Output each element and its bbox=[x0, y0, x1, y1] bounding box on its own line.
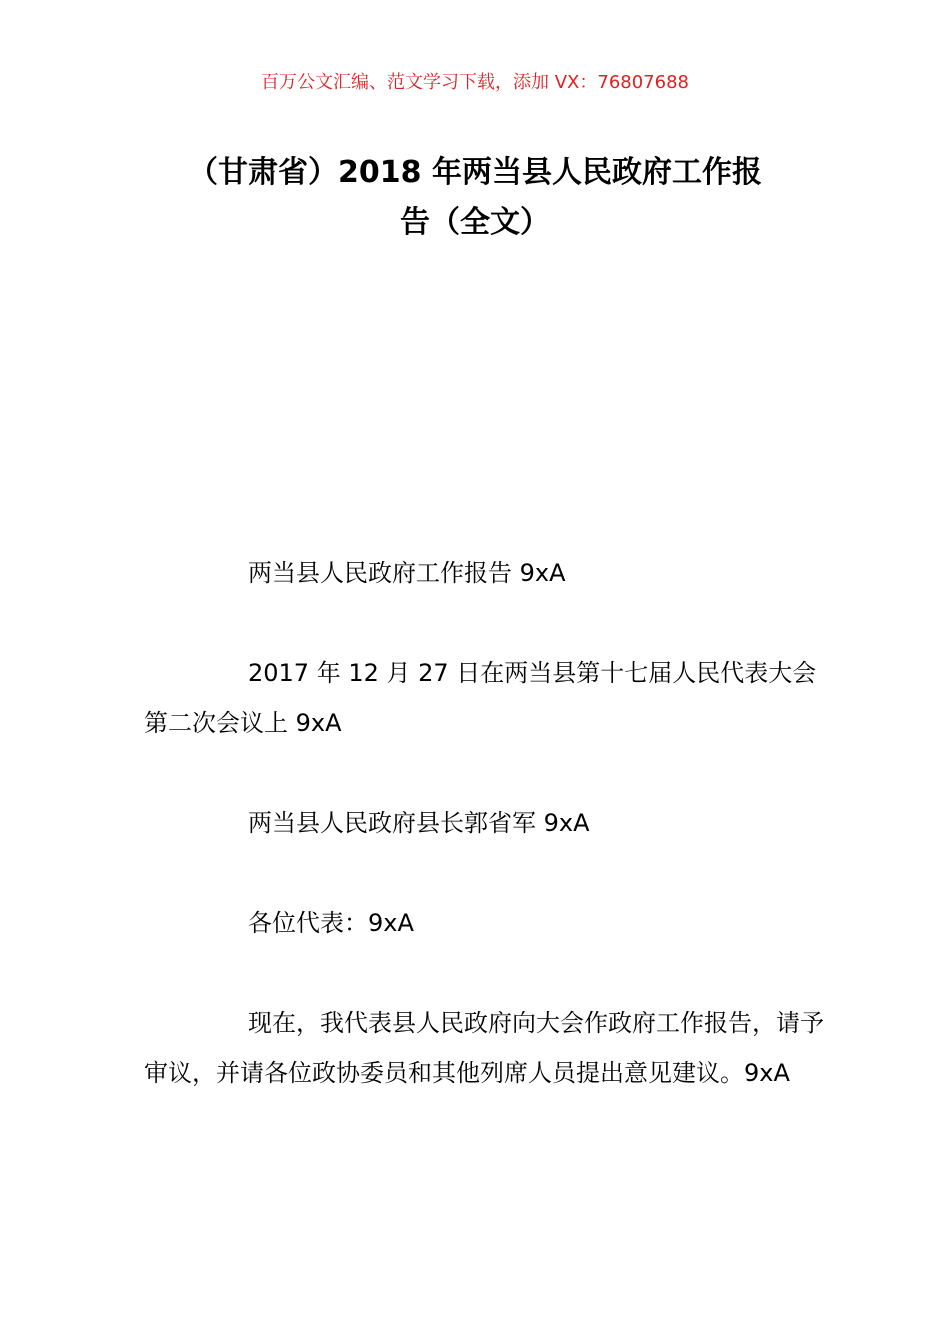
document-title bbox=[140, 148, 810, 248]
paragraph-meeting-date: 2017 年 12 月 27 日在两当县第十七届人民代表大会第二次会议上 9xA bbox=[144, 659, 817, 737]
paragraph-speaker: 两当县人民政府县长郭省军 9xA bbox=[248, 809, 590, 837]
document-body bbox=[144, 548, 834, 1148]
header-note: 百万公文汇编、范文学习下载，添加 VX：76807688 bbox=[261, 72, 689, 93]
paragraph-opening: 现在，我代表县人民政府向大会作政府工作报告，请予审议，并请各位政协委员和其他列席人员提出意见建议。9xA bbox=[144, 1009, 824, 1087]
paragraph-salutation: 各位代表：9xA bbox=[248, 909, 414, 937]
title-line-2: 告（全文） bbox=[400, 205, 550, 240]
title-line-1: （甘肃省）2018 年两当县人民政府工作报 bbox=[188, 155, 762, 190]
paragraph-report-name: 两当县人民政府工作报告 9xA bbox=[248, 559, 566, 587]
